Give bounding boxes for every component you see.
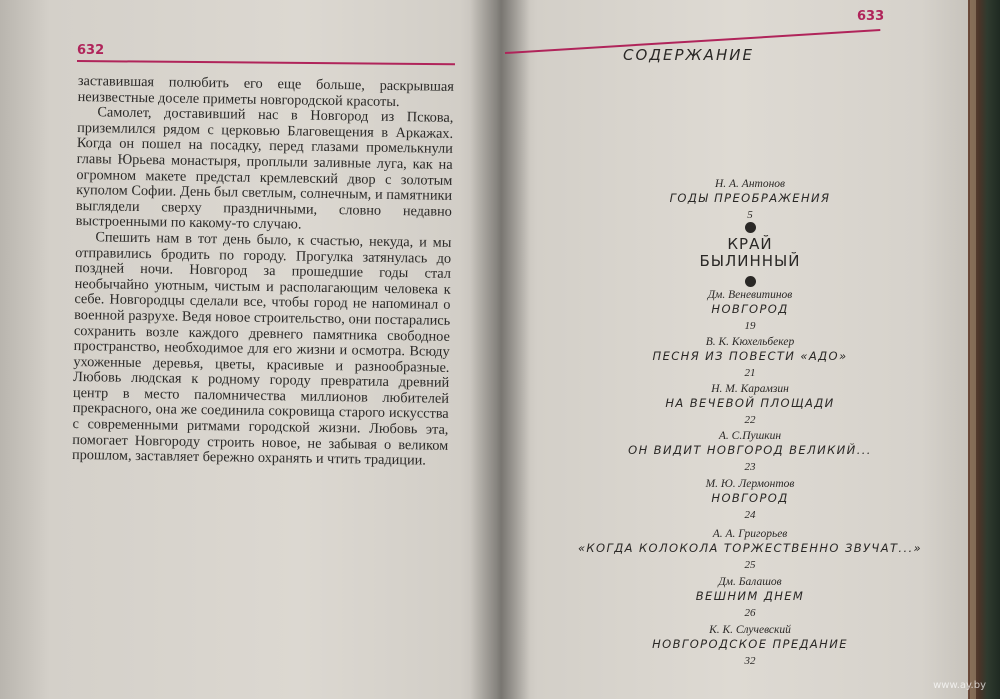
toc-entry-page: 22 [744,414,756,426]
section-header [560,222,940,287]
toc-entry [560,576,940,619]
paragraph: заставившая полюбить его еще больше, раскрывшая неизвестные доселе приметы новгородской красоты. [77,73,454,110]
toc-entry [560,289,940,332]
right-page-number: 633 [857,9,885,24]
toc-entry [560,528,940,571]
toc-entry-author: Дм. Балашов [718,576,782,588]
toc-entry-title: НОВГОРОД [711,302,789,316]
paragraph: Самолет, доставивший нас в Новгород из Пскова, приземлился рядом с церковью Благовещения в Аркажах. Когда он пошел на посадку, перед глазами промелькнули главы Юрьева монастыря, проплыли заливные луга, как на огромном макете предстал кремлевский двор с золотым куполом Софии. День был светлым, солнечным, и памятники выглядели сверху праздничными, словно недавно выстроенными по какому-то случаю. [75,104,454,233]
toc-entry [560,383,940,426]
paragraph: Спешить нам в тот день было, к счастью, некуда, и мы отправились бродить по городу. Прогулка затянулась до поздней ночи. Новгород за прошедшие годы стал необычайно уютным, чистым и располагающим человека к себе. Новгородцы сделали все, чтобы город не напоминал о военной разрухе. Ведя новое строительство, они постарались сохранить возле каждого древнего памятника свободное пространство, необходимое для его жизни и осмотра. Всюду ухоженные деревья, цветы, красивые и разнообразные. Любовь людская к родному городу превратила древний центр в место паломничества миллионов любителей прекрасного, она же соединила сокровища старого искусства с современными ритмами городской жизни. Любовь эта, помогает Новгороду строить новое, не забывая о великом прошлом, заставляет бережно охранять и чтить традиции. [71,229,452,469]
toc-entry-author: А. С.Пушкин [718,430,782,442]
toc-entry-author: Н. А. Антонов [714,178,786,190]
toc-entry-title: НОВГОРОД [711,491,789,505]
toc-entry-author: Дм. Веневитинов [707,289,793,301]
toc-entry [560,178,940,221]
left-page-body-text [72,74,454,470]
contents-heading: СОДЕРЖАНИЕ [623,46,754,64]
book-cover-edge [968,0,1000,699]
bullet-dot-icon [745,276,756,287]
toc-entry-author: В. К. Кюхельбекер [705,336,795,348]
toc-entry-title: ГОДЫ ПРЕОБРАЖЕНИЯ [669,191,831,205]
toc-entry-author: К. К. Случевский [709,624,791,636]
toc-entry-author: Н. М. Карамзин [711,383,789,395]
toc-entry-page: 23 [744,461,756,473]
toc-entry-page: 32 [744,655,756,667]
toc-entry-page: 21 [744,367,756,379]
section-title-line-1: КРАЙ [727,235,773,253]
toc-entry-title: НОВГОРОДСКОЕ ПРЕДАНИЕ [652,637,848,651]
toc-entry-title: ВЕШНИМ ДНЕМ [695,589,805,603]
toc-entry-title: НА ВЕЧЕВОЙ ПЛОЩАДИ [665,396,835,410]
toc-entry-page: 24 [744,509,756,521]
toc-entry-author: М. Ю. Лермонтов [705,478,795,490]
toc-entry-title: «КОГДА КОЛОКОЛА ТОРЖЕСТВЕННО ЗВУЧАТ...» [577,541,923,555]
toc-entry-page: 19 [744,320,756,332]
section-title-line-2: БЫЛИННЫЙ [699,252,801,270]
toc-entry-page: 25 [744,559,756,571]
toc-entry-title: ОН ВИДИТ НОВГОРОД ВЕЛИКИЙ... [628,443,872,457]
bullet-dot-icon [745,222,756,233]
toc-entry-page: 26 [744,607,756,619]
toc-entry [560,478,940,521]
toc-entry [560,430,940,473]
toc-entry-author: А. А. Григорьев [712,528,788,540]
watermark: www.ay.by [933,680,986,691]
toc-entry [560,624,940,667]
toc-entry [560,336,940,379]
toc-entry-title: ПЕСНЯ ИЗ ПОВЕСТИ «АДО» [652,349,848,363]
left-page-number: 632 [77,43,105,58]
toc-entry-page: 5 [747,209,753,221]
